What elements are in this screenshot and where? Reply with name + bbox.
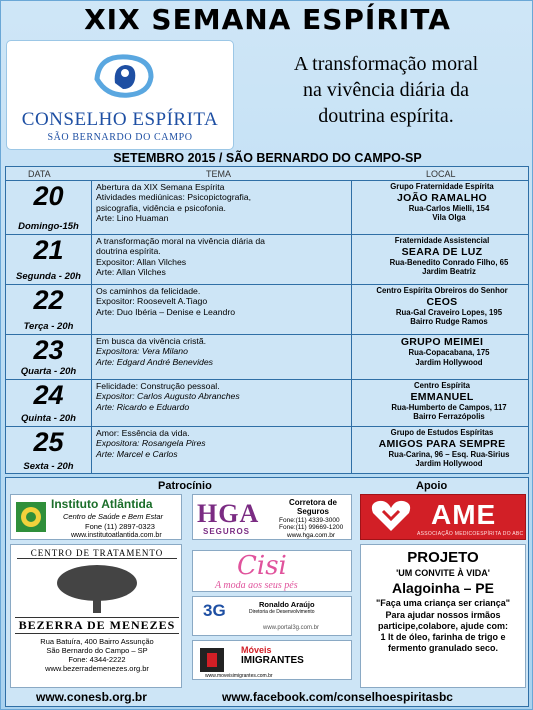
date-cell <box>6 181 92 234</box>
tema-line: Em busca da vivência cristã. <box>96 336 207 346</box>
tema-line: doutrina espírita. <box>96 246 161 257</box>
day-number: 21 <box>33 235 64 265</box>
projeto-quote: "Faça uma criança ser criança" <box>375 598 511 608</box>
local-line: Rua-Copacabana, 175 <box>408 348 490 357</box>
schedule-row <box>6 181 528 235</box>
tema-line: Expositor: Allan Vilches <box>96 256 187 267</box>
tema-line: Expositor: Carlos Augusto Abranches <box>96 391 240 402</box>
footer-facebook-link[interactable]: www.facebook.com/conselhoespiritasbc <box>222 690 453 704</box>
day-number: 22 <box>33 285 64 315</box>
theme-text <box>243 51 529 129</box>
bezerra-url: www.bezerrademenezes.org.br <box>45 664 149 673</box>
theme-line-1: A transformação moral <box>293 53 479 75</box>
venue-name: SEARA DE LUZ <box>401 245 483 258</box>
tema-line: Arte: Marcel e Carlos <box>96 448 178 459</box>
support-ame[interactable] <box>360 494 526 540</box>
venue-name: JOÃO RAMALHO <box>397 191 487 204</box>
hga-logo-sub: SEGUROS <box>203 527 251 536</box>
tema-line: Felicidade: Construção pessoal. <box>96 381 220 391</box>
hga-phone-1: Fone:(11) 4339-3000 <box>279 517 340 524</box>
venue-name: CEOS <box>426 295 458 308</box>
tema-line: Arte: Lino Huaman <box>96 213 169 224</box>
tema-line: Expositora: Rosangela Pires <box>96 438 206 449</box>
moveis-url: www.moveisimigrantes.com.br <box>205 673 273 679</box>
local-line: Vila Olga <box>432 213 466 223</box>
sponsor-hga[interactable] <box>192 494 352 540</box>
tema-line: Amor: Essência da vida. <box>96 428 190 438</box>
tema-line: Arte: Ricardo e Eduardo <box>96 401 190 412</box>
date-cell <box>6 285 92 334</box>
moveis-logo: Móveis <box>241 645 272 655</box>
local-line: Rua-Carlos Mielli, 154 <box>408 203 490 213</box>
moveis-logo-2: IMIGRANTES <box>241 655 304 666</box>
atlantida-phone: Fone (11) 2897-0323 <box>85 522 155 531</box>
projeto-subtitle: 'UM CONVITE À VIDA' <box>396 568 490 578</box>
schedule-row <box>6 427 528 474</box>
sponsor-atlantida[interactable] <box>10 494 182 540</box>
conselho-logo-icon <box>89 49 159 101</box>
sponsors-label: Patrocínio <box>158 480 212 492</box>
bezerra-name: BEZERRA DE MENEZES <box>15 617 179 634</box>
ronaldo-name: Ronaldo Araújo <box>259 600 315 609</box>
schedule-row <box>6 235 528 285</box>
weekday-time: Domingo-15h <box>18 221 79 232</box>
hga-phone-2: Fone:(11) 99669-1200 <box>279 524 344 531</box>
event-title: XIX SEMANA ESPÍRITA <box>84 3 451 36</box>
weekday-time: Segunda - 20h <box>16 271 81 282</box>
local-line: Rua-Humberto de Campos, 117 <box>391 402 507 412</box>
local-line: Centro Espírita Obreiros do Senhor <box>376 286 508 295</box>
portal3g-logo: 3G <box>203 601 226 620</box>
local-cell <box>354 380 530 426</box>
tema-cell <box>94 380 352 426</box>
local-line: Grupo Fraternidade Espírita <box>390 182 494 191</box>
schedule-header <box>6 167 528 181</box>
weekday-time: Quinta - 20h <box>21 413 76 424</box>
tema-line: Atividades mediúnicas: Psicopictografia, <box>96 192 252 203</box>
local-cell <box>354 285 530 334</box>
weekday-time: Terça - 20h <box>23 321 74 332</box>
schedule-table <box>5 166 529 474</box>
hga-url: www.hga.com.br <box>287 532 336 539</box>
col-local: LOCAL <box>426 169 456 179</box>
tema-cell <box>94 181 352 234</box>
local-line: Jardim Hollywood <box>415 357 483 367</box>
tema-line: Expositora: Vera Milano <box>96 346 188 357</box>
projeto-place: Alagoinha – PE <box>392 580 494 596</box>
projeto-card <box>360 544 526 688</box>
bezerra-phone: Fone: 4344-2222 <box>68 655 126 664</box>
cisi-logo: Cisi <box>237 551 287 581</box>
theme-line-2: na vivência diária da <box>302 79 470 101</box>
local-cell <box>354 427 530 474</box>
atlantida-logo-icon <box>15 501 47 533</box>
projeto-line: 1 lt de óleo, farinha de trigo e <box>380 632 506 642</box>
date-location-subtitle: SETEMBRO 2015 / SÃO BERNARDO DO CAMPO-SP <box>113 151 422 165</box>
hga-logo: HGA <box>197 499 260 528</box>
date-cell <box>6 380 92 426</box>
date-cell <box>6 235 92 284</box>
sponsor-moveis[interactable] <box>192 640 352 680</box>
portal3g-url: www.portal3g.com.br <box>263 625 320 631</box>
weekday-time: Sexta - 20h <box>23 461 74 472</box>
projeto-title: PROJETO <box>407 549 479 566</box>
tema-line: Expositor: Roosevelt A.Tiago <box>96 296 208 307</box>
atlantida-url: www.institutoatlantida.com.br <box>71 532 162 539</box>
local-line: Rua-Gal Craveiro Lopes, 195 <box>395 307 503 317</box>
tema-line: Os caminhos da felicidade. <box>96 286 201 296</box>
local-line: Jardim Beatriz <box>422 267 476 277</box>
tema-line: Arte: Edgard André Benevides <box>96 356 214 367</box>
tema-cell <box>94 335 352 379</box>
tree-icon <box>51 563 143 613</box>
hga-title: Corretora de Seguros <box>288 498 337 516</box>
ame-sub: ASSOCIAÇÃO MEDICOESPÍRITA DO ABC <box>417 531 524 537</box>
local-line: Bairro Rudge Ramos <box>410 317 488 327</box>
theme-line-3: doutrina espírita. <box>318 105 454 127</box>
bezerra-top: CENTRO DE TRATAMENTO <box>17 548 177 559</box>
local-line: Grupo de Estudos Espíritas <box>390 428 494 437</box>
tema-line: Arte: Allan Vilches <box>96 267 166 278</box>
date-cell <box>6 427 92 474</box>
bezerra-address-1: Rua Batuíra, 400 Bairro Assunção <box>40 637 154 646</box>
tema-line: Arte: Duo Ibéria – Denise e Leandro <box>96 306 236 317</box>
ronaldo-role: Diretoria de Desenvolvimento <box>249 609 315 615</box>
local-line: Rua-Benedito Conrado Filho, 65 <box>389 257 509 267</box>
venue-name: AMIGOS PARA SEMPRE <box>378 437 506 450</box>
local-cell <box>354 235 530 284</box>
local-line: Bairro Ferrazópolis <box>413 412 485 422</box>
tema-cell <box>94 427 352 474</box>
tema-cell <box>94 285 352 334</box>
projeto-line: fermento granulado seco. <box>387 643 499 653</box>
tema-cell <box>94 235 352 284</box>
day-number: 24 <box>33 380 64 410</box>
ame-logo: AME <box>431 499 497 530</box>
sponsor-cisi[interactable] <box>192 550 352 592</box>
venue-name: GRUPO MEIMEI <box>400 336 484 348</box>
projeto-line: Para ajudar nossos irmãos <box>385 610 501 620</box>
weekday-time: Quarta - 20h <box>20 366 77 377</box>
sponsor-bezerra[interactable] <box>10 544 182 688</box>
schedule-row <box>6 335 528 380</box>
local-cell <box>354 181 530 234</box>
bezerra-address-2: São Bernardo do Campo – SP <box>46 646 148 655</box>
day-number: 20 <box>33 181 64 211</box>
cisi-slogan: A moda aos seus pés <box>215 580 298 591</box>
date-cell <box>6 335 92 379</box>
logo-name: CONSELHO ESPÍRITA <box>21 109 219 130</box>
day-number: 25 <box>33 427 64 457</box>
footer-site-link[interactable]: www.conesb.org.br <box>36 690 147 704</box>
col-tema: TEMA <box>206 169 232 179</box>
schedule-row <box>6 380 528 427</box>
venue-name: EMMANUEL <box>410 390 474 403</box>
sponsor-portal3g[interactable] <box>192 596 352 636</box>
atlantida-line: Centro de Saúde e Bem Estar <box>63 512 164 521</box>
local-line: Rua-Carina, 96 – Esq. Rua-Sirius <box>388 449 510 459</box>
tema-line: A transformação moral na vivência diária da <box>96 236 266 246</box>
logo-conselho <box>7 41 233 149</box>
logo-subtitle: SÃO BERNARDO DO CAMPO <box>47 132 193 143</box>
local-cell <box>354 335 530 379</box>
day-number: 23 <box>33 335 64 365</box>
support-label: Apoio <box>416 480 448 492</box>
tema-line: psicografia, vidência e psicofonia. <box>96 202 226 213</box>
col-date: DATA <box>28 169 51 179</box>
tema-line: Abertura da XIX Semana Espírita <box>96 182 225 192</box>
moveis-logo-icon <box>199 647 225 673</box>
atlantida-name: Instituto Atlântida <box>51 497 153 511</box>
sponsors-section <box>5 477 529 707</box>
local-line: Centro Espírita <box>414 381 470 390</box>
schedule-row <box>6 285 528 335</box>
heart-icon <box>369 499 413 533</box>
local-line: Fraternidade Assistencial <box>394 236 490 245</box>
projeto-line: participe,colabore, ajude com: <box>377 621 509 631</box>
local-line: Jardim Hollywood <box>415 459 483 469</box>
